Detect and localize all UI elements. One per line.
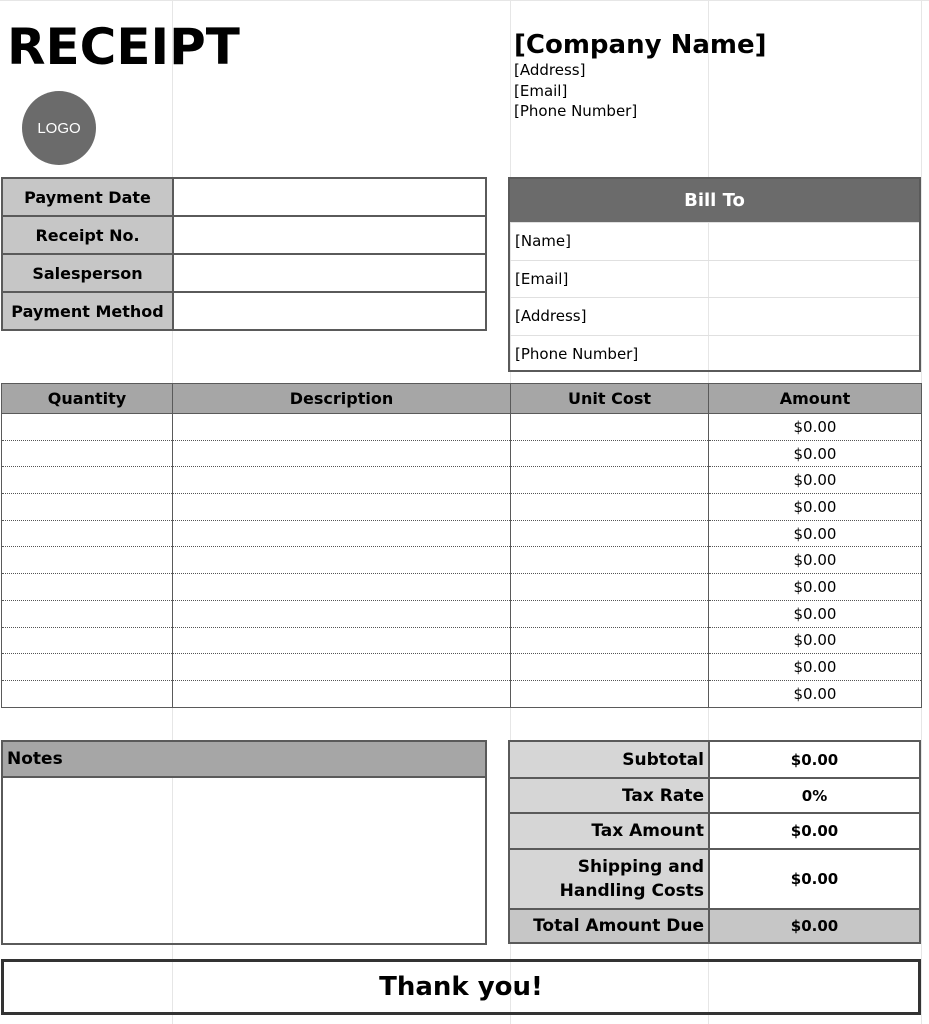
- amount-cell: $0.00: [709, 600, 922, 627]
- bill-to-box: [508, 177, 921, 372]
- table-row: [2, 440, 922, 467]
- notes-field[interactable]: [3, 778, 485, 943]
- logo-placeholder[interactable]: LOGO: [22, 91, 96, 165]
- quantity-header: Quantity: [2, 384, 173, 414]
- unit-cost-cell[interactable]: [511, 680, 709, 707]
- description-cell[interactable]: [173, 627, 511, 654]
- amount-cell: $0.00: [709, 547, 922, 574]
- quantity-cell[interactable]: [2, 627, 173, 654]
- bill-to-header: Bill To: [510, 179, 919, 222]
- payment-date-label: Payment Date: [2, 178, 173, 216]
- company-info: [514, 30, 767, 122]
- company-phone[interactable]: [Phone Number]: [514, 102, 638, 120]
- description-cell[interactable]: [173, 414, 511, 441]
- description-cell[interactable]: [173, 547, 511, 574]
- quantity-cell[interactable]: [2, 414, 173, 441]
- payment-method-field[interactable]: [173, 292, 486, 330]
- notes-box: [1, 740, 487, 945]
- unit-cost-cell[interactable]: [511, 520, 709, 547]
- receipt-info-table: [1, 177, 487, 331]
- amount-cell: $0.00: [709, 467, 922, 494]
- description-cell[interactable]: [173, 680, 511, 707]
- amount-cell: $0.00: [709, 680, 922, 707]
- amount-cell: $0.00: [709, 654, 922, 681]
- unit-cost-cell[interactable]: [511, 494, 709, 521]
- description-cell[interactable]: [173, 520, 511, 547]
- amount-cell: $0.00: [709, 440, 922, 467]
- company-address[interactable]: [Address]: [514, 61, 586, 79]
- description-cell[interactable]: [173, 467, 511, 494]
- table-row: [2, 467, 922, 494]
- table-row: [2, 520, 922, 547]
- shipping-label-line-2: Handling Costs: [559, 881, 704, 901]
- unit-cost-cell[interactable]: [511, 414, 709, 441]
- description-cell[interactable]: [173, 654, 511, 681]
- tax-amount-label: Tax Amount: [509, 813, 709, 849]
- amount-cell: $0.00: [709, 574, 922, 601]
- table-row: [2, 574, 922, 601]
- bill-to-address[interactable]: [Address]: [510, 297, 919, 335]
- receipt-no-label: Receipt No.: [2, 216, 173, 254]
- company-email[interactable]: [Email]: [514, 81, 568, 100]
- shipping-value[interactable]: $0.00: [709, 849, 920, 909]
- gridline: [0, 0, 929, 1]
- unit-cost-header: Unit Cost: [511, 384, 709, 414]
- quantity-cell[interactable]: [2, 467, 173, 494]
- totals-table: [508, 740, 921, 944]
- salesperson-field[interactable]: [173, 254, 486, 292]
- unit-cost-cell[interactable]: [511, 627, 709, 654]
- table-row: [2, 627, 922, 654]
- bill-to-email[interactable]: [Email]: [510, 260, 919, 298]
- notes-header: Notes: [3, 742, 485, 778]
- quantity-cell[interactable]: [2, 654, 173, 681]
- receipt-no-field[interactable]: [173, 216, 486, 254]
- unit-cost-cell[interactable]: [511, 574, 709, 601]
- unit-cost-cell[interactable]: [511, 467, 709, 494]
- tax-rate-value[interactable]: 0%: [709, 778, 920, 813]
- description-header: Description: [173, 384, 511, 414]
- line-items-table: [1, 383, 922, 708]
- unit-cost-cell[interactable]: [511, 440, 709, 467]
- amount-cell: $0.00: [709, 627, 922, 654]
- quantity-cell[interactable]: [2, 547, 173, 574]
- description-cell[interactable]: [173, 600, 511, 627]
- description-cell[interactable]: [173, 574, 511, 601]
- tax-rate-label: Tax Rate: [509, 778, 709, 813]
- shipping-label-line-1: Shipping and: [577, 857, 704, 877]
- company-name[interactable]: [Company Name]: [514, 30, 767, 60]
- shipping-label: [509, 849, 709, 909]
- quantity-cell[interactable]: [2, 680, 173, 707]
- amount-cell: $0.00: [709, 414, 922, 441]
- salesperson-label: Salesperson: [2, 254, 173, 292]
- amount-header: Amount: [709, 384, 922, 414]
- total-due-label: Total Amount Due: [509, 909, 709, 943]
- subtotal-value: $0.00: [709, 741, 920, 778]
- unit-cost-cell[interactable]: [511, 600, 709, 627]
- table-row: [2, 414, 922, 441]
- quantity-cell[interactable]: [2, 600, 173, 627]
- table-row: [2, 600, 922, 627]
- payment-date-field[interactable]: [173, 178, 486, 216]
- description-cell[interactable]: [173, 440, 511, 467]
- table-row: [2, 680, 922, 707]
- bill-to-name[interactable]: [Name]: [510, 222, 919, 260]
- receipt-title: RECEIPT: [7, 18, 240, 76]
- line-items-body: [2, 414, 922, 708]
- table-row: [2, 494, 922, 521]
- quantity-cell[interactable]: [2, 520, 173, 547]
- unit-cost-cell[interactable]: [511, 547, 709, 574]
- bill-to-phone[interactable]: [Phone Number]: [510, 335, 919, 373]
- amount-cell: $0.00: [709, 494, 922, 521]
- subtotal-label: Subtotal: [509, 741, 709, 778]
- payment-method-label: Payment Method: [2, 292, 173, 330]
- unit-cost-cell[interactable]: [511, 654, 709, 681]
- table-row: [2, 654, 922, 681]
- amount-cell: $0.00: [709, 520, 922, 547]
- quantity-cell[interactable]: [2, 440, 173, 467]
- tax-amount-value: $0.00: [709, 813, 920, 849]
- quantity-cell[interactable]: [2, 494, 173, 521]
- thank-you-banner: Thank you!: [1, 959, 921, 1015]
- total-due-value: $0.00: [709, 909, 920, 943]
- quantity-cell[interactable]: [2, 574, 173, 601]
- description-cell[interactable]: [173, 494, 511, 521]
- table-row: [2, 547, 922, 574]
